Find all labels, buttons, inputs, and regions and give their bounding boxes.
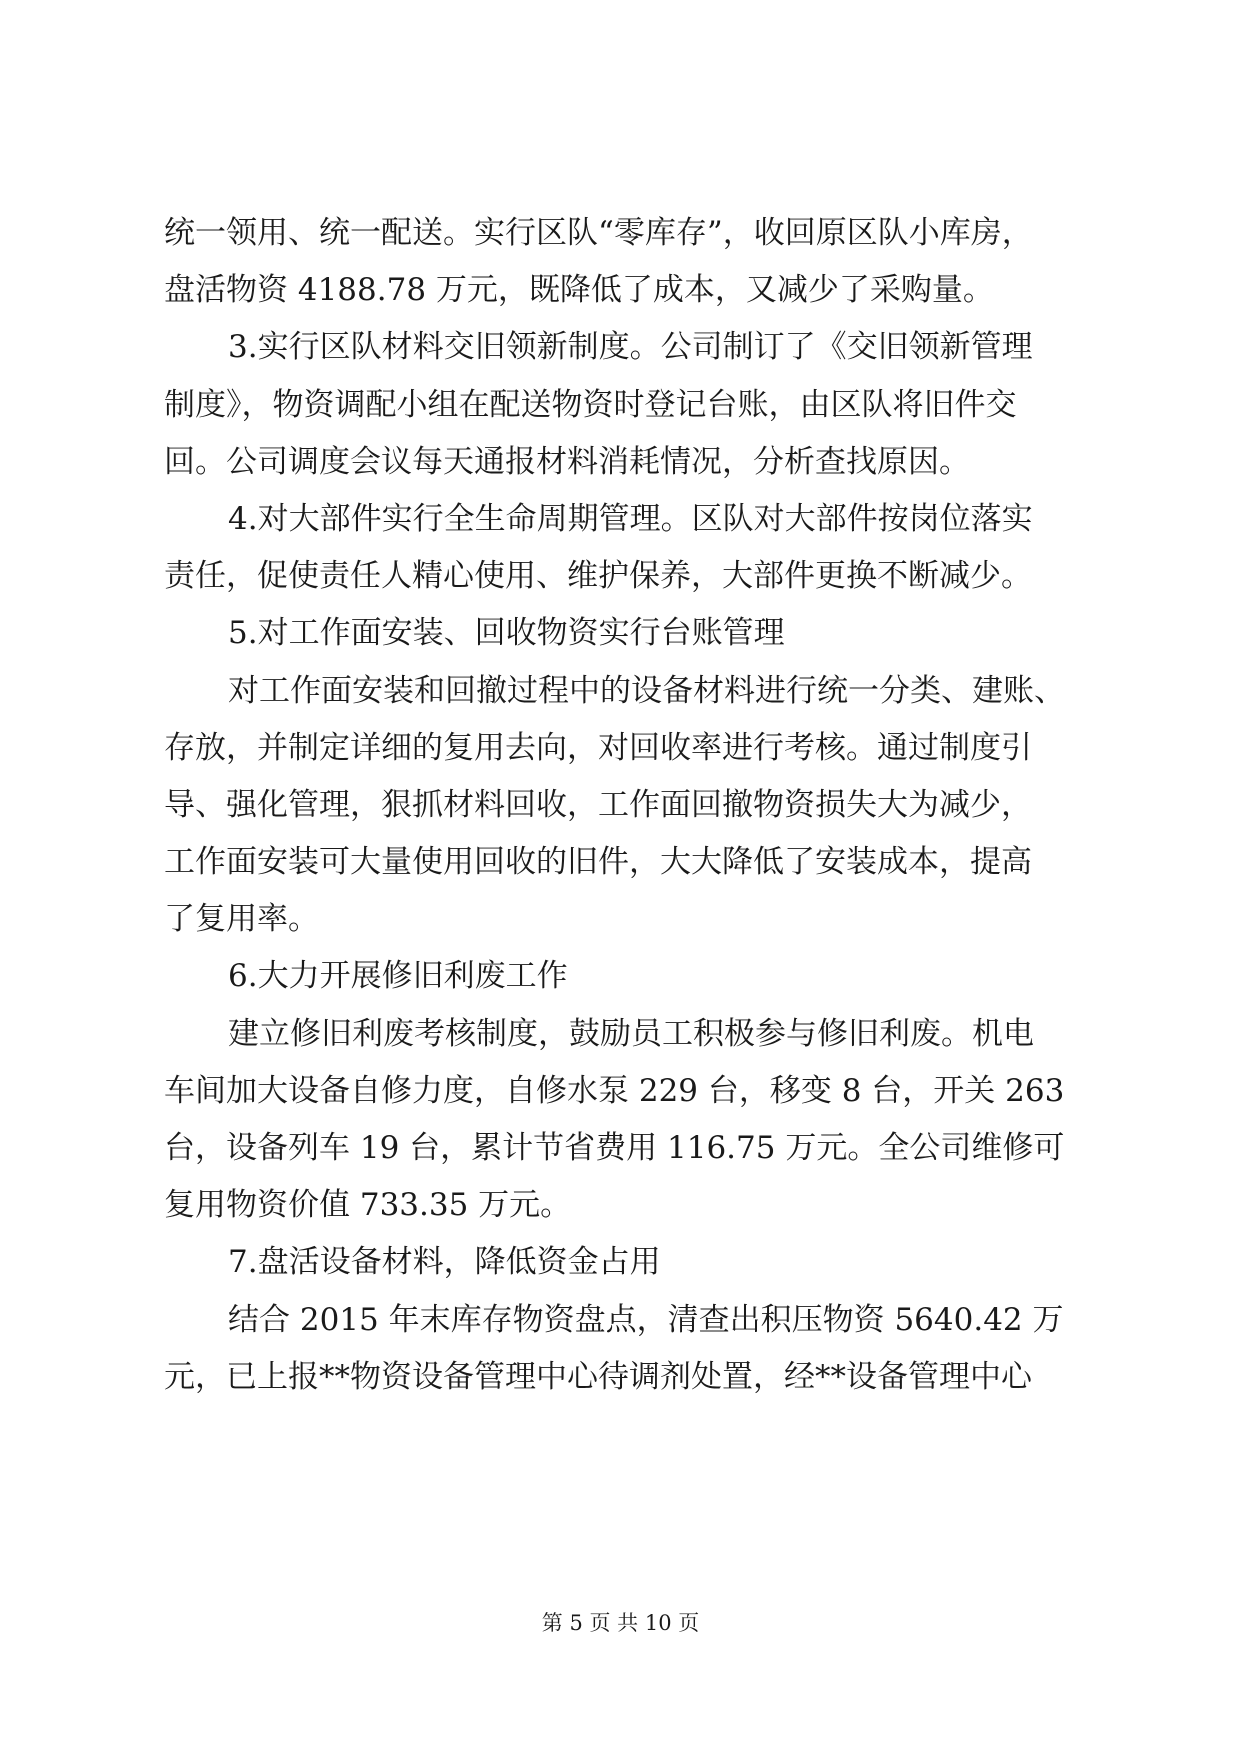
text-line: 工作面安装可大量使用回收的旧件，大大降低了安装成本，提高 — [164, 844, 1032, 881]
text-line: 对工作面安装和回撤过程中的设备材料进行统一分类、建账、 — [228, 672, 1065, 709]
text-line: 台，设备列车 19 台，累计节省费用 116.75 万元。全公司维修可 — [164, 1130, 1065, 1166]
text-line: 复用物资价值 733.35 万元。 — [164, 1187, 572, 1224]
text-line: 4.对大部件实行全生命周期管理。区队对大部件按岗位落实 — [228, 500, 1033, 537]
body-text — [164, 205, 1084, 1406]
text-line: 3.实行区队材料交旧领新制度。公司制订了《交旧领新管理 — [228, 329, 1033, 366]
text-line: 导、强化管理，狠抓材料回收，工作面回撤物资损失大为减少， — [164, 786, 1032, 823]
text-line: 制度》，物资调配小组在配送物资时登记台账，由区队将旧件交 — [164, 386, 1017, 423]
text-line: 存放，并制定详细的复用去向，对回收率进行考核。通过制度引 — [164, 729, 1032, 766]
text-line: 结合 2015 年末库存物资盘点，清查出积压物资 5640.42 万 — [228, 1301, 1064, 1338]
text-line: 责任，促使责任人精心使用、维护保养，大部件更换不断减少。 — [164, 558, 1032, 595]
text-line: 5.对工作面安装、回收物资实行台账管理 — [228, 615, 785, 652]
text-line: 回。公司调度会议每天通报材料消耗情况，分析查找原因。 — [164, 443, 970, 480]
text-line: 车间加大设备自修力度，自修水泵 229 台，移变 8 台，开关 263 — [164, 1072, 1065, 1109]
text-line: 建立修旧利废考核制度，鼓励员工积极参与修旧利废。机电 — [228, 1015, 1034, 1052]
text-line: 盘活物资 4188.78 万元，既降低了成本，又减少了采购量。 — [164, 272, 994, 309]
text-line: 6.大力开展修旧利废工作 — [228, 958, 568, 995]
text-line: 了复用率。 — [164, 901, 319, 938]
text-line: 7.盘活设备材料，降低资金占用 — [228, 1244, 661, 1281]
text-line: 元，已上报**物资设备管理中心待调剂处置，经**设备管理中心 — [164, 1358, 1032, 1395]
page-footer: 第 5 页 共 10 页 — [541, 1611, 700, 1635]
text-line: 统一领用、统一配送。实行区队“零库存”，收回原区队小库房， — [164, 215, 1033, 251]
